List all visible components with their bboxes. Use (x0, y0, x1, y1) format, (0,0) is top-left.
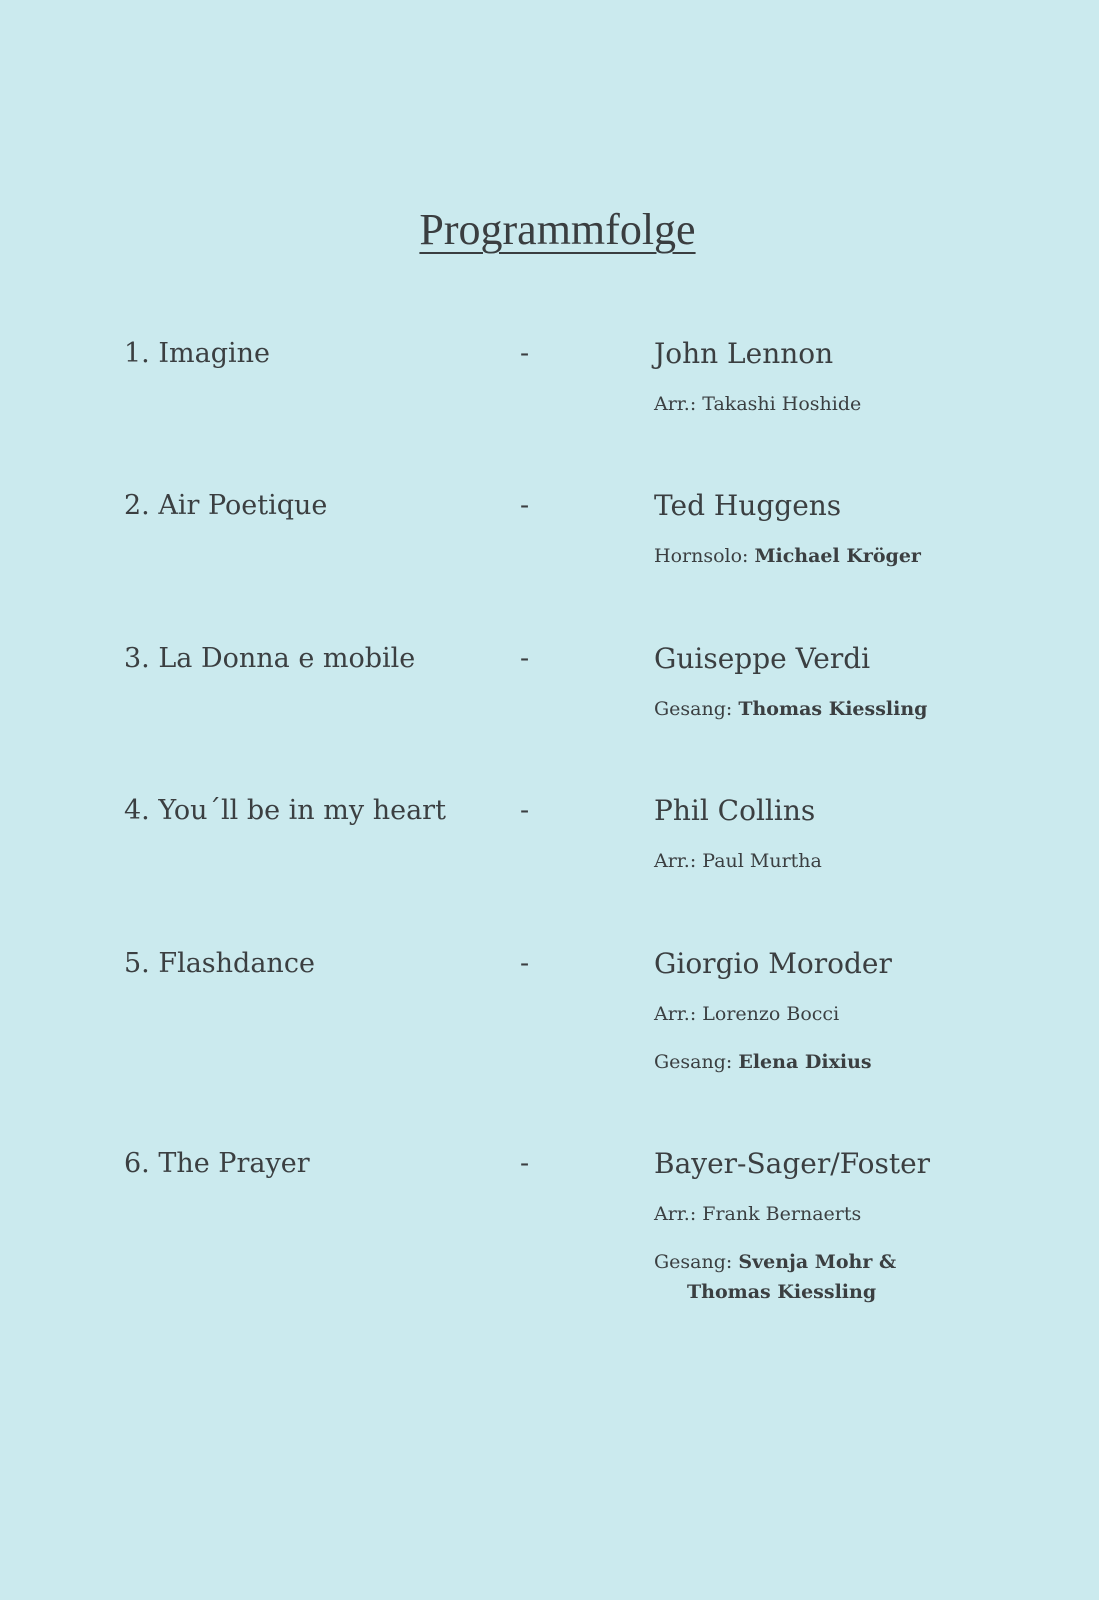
credit-label: Gesang: (654, 1051, 739, 1073)
separator-dash: - (520, 1148, 530, 1179)
page-title: Programmfolge (419, 205, 696, 254)
song-title: 3. La Donna e mobile (124, 643, 416, 674)
credit-person: Svenja Mohr & (738, 1251, 897, 1273)
credits-block (654, 795, 1074, 873)
credit-person: Paul Murtha (702, 850, 822, 872)
credit-label: Gesang: (654, 1251, 739, 1273)
song-title: 1. Imagine (124, 338, 270, 369)
credit-line (654, 1250, 1074, 1274)
separator-dash: - (520, 948, 530, 979)
composer-name: Phil Collins (654, 794, 816, 827)
credit-person: Frank Bernaerts (702, 1203, 862, 1225)
credit-line (654, 697, 1074, 721)
credit-person: Elena Dixius (738, 1051, 872, 1073)
composer-name: Guiseppe Verdi (654, 642, 871, 675)
separator-dash: - (520, 338, 530, 369)
credit-line-continuation (654, 1280, 1074, 1304)
song-title: 6. The Prayer (124, 1148, 310, 1179)
credit-person: Lorenzo Bocci (702, 1003, 840, 1025)
credit-label: Arr.: (654, 1003, 703, 1025)
credits-block (654, 490, 1074, 568)
credit-line (654, 1202, 1074, 1226)
credit-person: Thomas Kiessling (738, 698, 928, 720)
credit-person: Takashi Hoshide (702, 393, 862, 415)
credit-line (654, 392, 1074, 416)
credit-label: Arr.: (654, 393, 703, 415)
composer-name: Bayer-Sager/Foster (654, 1147, 931, 1180)
composer-name: John Lennon (654, 337, 834, 370)
song-title: 4. You´ll be in my heart (124, 795, 446, 826)
credits-block (654, 948, 1074, 1074)
credit-person: Michael Kröger (754, 545, 921, 567)
credit-line (654, 544, 1074, 568)
credit-line (654, 1050, 1074, 1074)
credit-label: Hornsolo: (654, 545, 755, 567)
credit-label: Gesang: (654, 698, 739, 720)
credit-line (654, 849, 1074, 873)
credits-block (654, 643, 1074, 721)
song-title: 2. Air Poetique (124, 490, 328, 521)
separator-dash: - (520, 490, 530, 521)
credits-block (654, 338, 1074, 416)
separator-dash: - (520, 643, 530, 674)
credit-line (654, 1002, 1074, 1026)
composer-name: Giorgio Moroder (654, 947, 892, 980)
separator-dash: - (520, 795, 530, 826)
composer-name: Ted Huggens (654, 489, 842, 522)
song-title: 5. Flashdance (124, 948, 315, 979)
credit-label: Arr.: (654, 1203, 703, 1225)
credit-person: Thomas Kiessling (687, 1281, 877, 1303)
credits-block (654, 1148, 1074, 1304)
credit-label: Arr.: (654, 850, 703, 872)
